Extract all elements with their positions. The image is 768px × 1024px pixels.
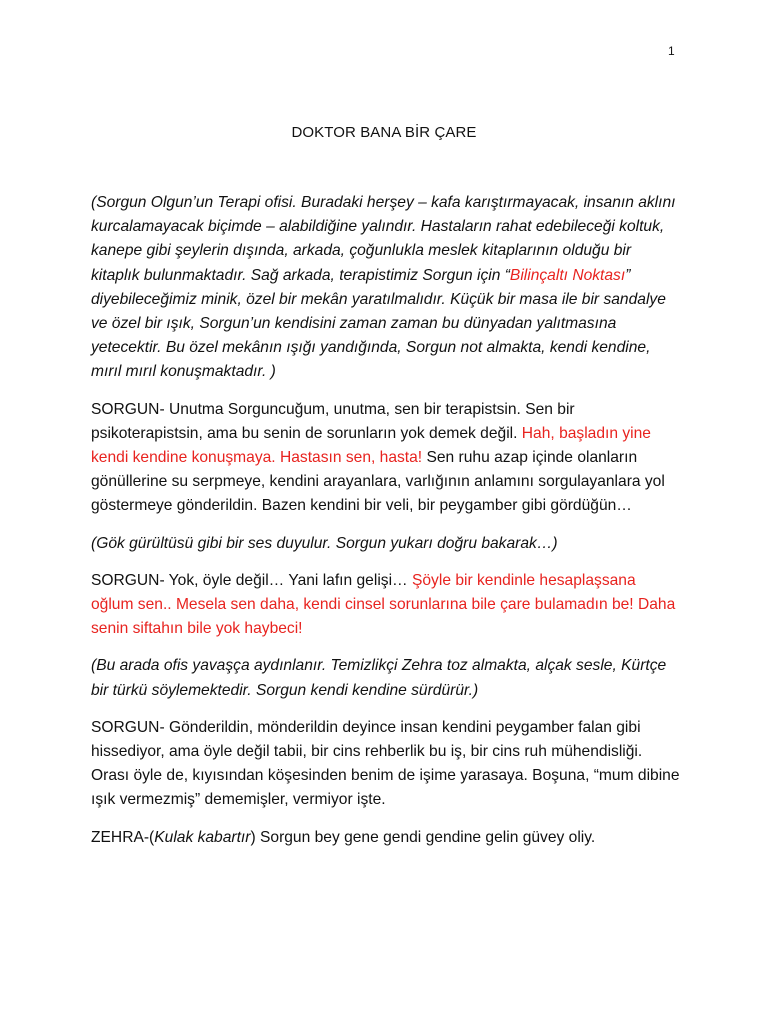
- text-segment: ZEHRA-(: [91, 828, 155, 846]
- text-segment: ) Sorgun bey gene gendi gendine gelin güvey oliy.: [250, 828, 596, 846]
- dialogue-paragraph: [91, 398, 681, 519]
- stage-direction-paragraph: [91, 191, 681, 385]
- stage-direction-paragraph: [91, 654, 681, 702]
- text-segment: SORGUN- Gönderildin, mönderildin deyince insan kendini peygamber falan gibi hissediyor, ama öyle değil tabii, bir cins rehberlik bu iş, bir cins ruh mühendisliği. Orası öyle de, kıyısından köşesinden benim de işime yarasaya. Boşuna, “mum dibine ışık vermezmiş” dememişler, vermiyor işte.: [91, 718, 680, 809]
- text-segment: (Sorgun Olgun’un Terapi ofisi. Buradaki herşey – kafa karıştırmayacak, insanın aklını kurcalamayacak biçimde – alabildiğine yalındır. Hastaların rahat edebileceği koltuk, kanepe gibi şeylerin dışında, arkada, çoğunlukla meslek kitaplarının olduğu bir kitaplık bulunmaktadır. Sağ arkada, terapistimiz Sorgun için “: [91, 194, 676, 284]
- stage-direction-paragraph: [91, 532, 681, 556]
- text-segment: (Bu arada ofis yavaşça aydınlanır. Temizlikçi Zehra toz almakta, alçak sesle, Kürtçe bir türkü söylemektedir. Sorgun kendi kendine sürdürür.): [91, 657, 667, 699]
- dialogue-paragraph: [91, 826, 681, 850]
- dialogue-paragraph: [91, 716, 681, 813]
- highlighted-text-segment: Bilinçaltı Noktası: [509, 266, 626, 284]
- document-body: [91, 191, 681, 863]
- text-segment: SORGUN- Unutma Sorguncuğum, unutma, sen bir terapistsin. Sen bir psikoterapistsin, ama bu senin de sorunların yok demek değil.: [91, 400, 575, 442]
- highlighted-text-segment: Şöyle bir kendinle hesaplaşsana oğlum sen.. Mesela sen daha, kendi cinsel sorunlarına bile çare bulamadın be! Daha senin siftahın bile yok haybeci!: [91, 571, 676, 638]
- text-segment: (Gök gürültüsü gibi bir ses duyulur. Sorgun yukarı doğru bakarak…): [91, 534, 558, 552]
- page-number: 1: [668, 44, 675, 58]
- text-segment: SORGUN- Yok, öyle değil… Yani lafın gelişi…: [91, 571, 412, 589]
- italic-text-segment: Kulak kabartır: [154, 828, 251, 846]
- text-segment: Sen ruhu azap içinde olanların gönüllerine su serpmeye, kendini arayanlara, varlığının anlamını sorgulayanlara yol göstermeye gönderildin. Bazen kendini bir veli, bir peygamber gibi gördüğün…: [91, 449, 665, 515]
- text-segment: ” diyebileceğimiz minik, özel bir mekân yaratılmalıdır. Küçük bir masa ile bir sandalye ve özel bir ışık, Sorgun’un kendisini zaman zaman bu dünyadan yalıtmasına yetecektir. Bu özel mekânın ışığı yandığında, Sorgun not almakta, kendi kendine, mırıl mırıl konuşmaktadır. ): [91, 266, 666, 381]
- dialogue-paragraph: [91, 569, 681, 642]
- highlighted-text-segment: Hah, başladın yine kendi kendine konuşmaya. Hastasın sen, hasta!: [91, 424, 651, 467]
- document-title: DOKTOR BANA BİR ÇARE: [291, 124, 477, 141]
